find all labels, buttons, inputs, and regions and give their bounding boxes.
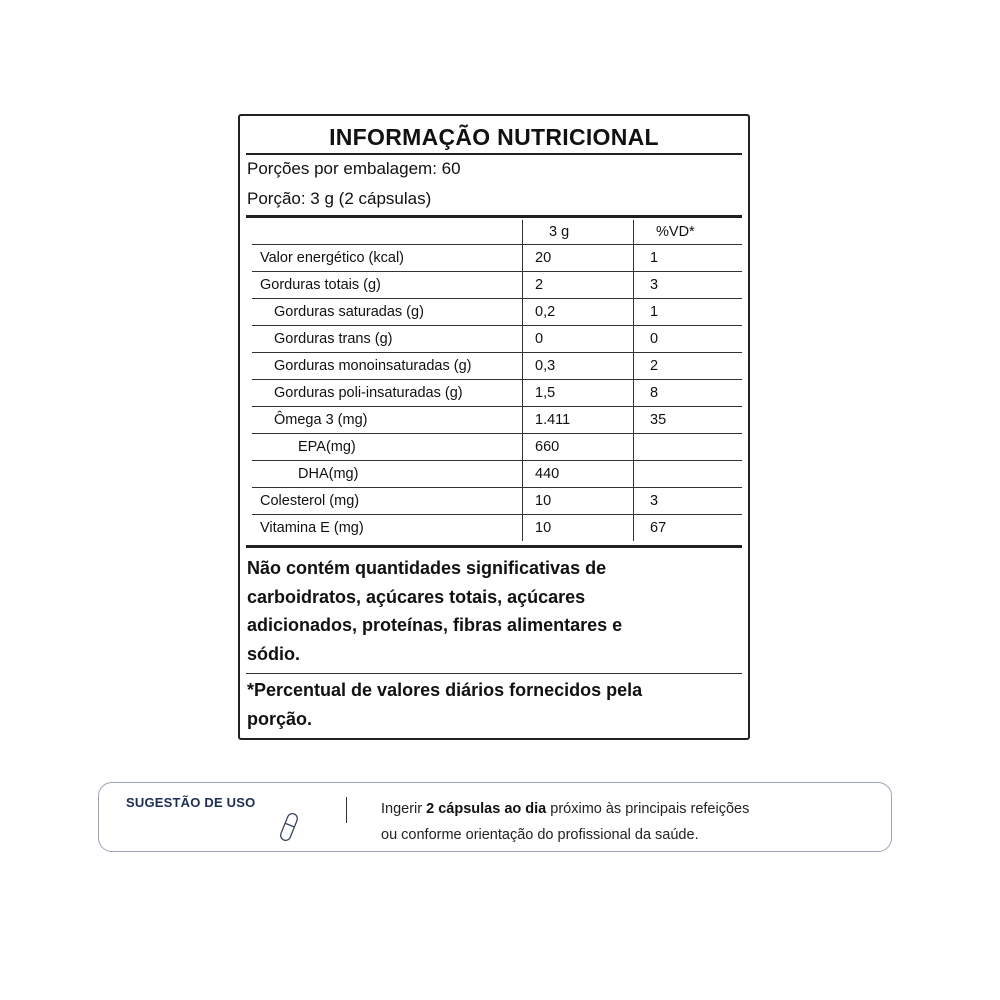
nutrient-name: Colesterol (mg) <box>252 488 523 515</box>
nutrient-name: DHA(mg) <box>252 461 523 488</box>
nutrient-amount: 0 <box>523 326 634 353</box>
nutrient-name: Valor energético (kcal) <box>252 245 523 272</box>
table-row <box>252 461 742 488</box>
label-title: INFORMAÇÃO NUTRICIONAL <box>329 124 659 150</box>
table-row <box>252 299 742 326</box>
note-line: adicionados, proteínas, fibras alimentares e <box>247 615 623 635</box>
col-amount-header: 3 g <box>523 220 634 245</box>
nutrition-label <box>238 114 750 740</box>
table-row <box>252 515 742 542</box>
nutrient-dv: 67 <box>634 515 743 542</box>
nutrient-amount: 10 <box>523 488 634 515</box>
nutrient-dv: 3 <box>634 272 743 299</box>
servings-per-package: Porções por embalagem: 60 <box>247 159 461 178</box>
dv-footnote <box>247 676 737 733</box>
divider <box>246 545 742 548</box>
nutrient-dv <box>634 461 743 488</box>
nutrient-amount: 660 <box>523 434 634 461</box>
usage-suggestion-box <box>98 782 892 852</box>
usage-line: ou conforme orientação do profissional da saúde. <box>381 827 699 843</box>
nutrient-amount: 10 <box>523 515 634 542</box>
capsule-icon <box>276 810 302 844</box>
divider <box>246 673 742 674</box>
divider <box>246 153 742 155</box>
nutrient-name: Vitamina E (mg) <box>260 520 364 536</box>
nutrient-dv: 1 <box>634 245 743 272</box>
nutrient-amount: 1,5 <box>523 380 634 407</box>
table-row <box>252 272 742 299</box>
table-row <box>252 245 742 272</box>
nutrient-dv: 35 <box>634 407 743 434</box>
usage-title: SUGESTÃO DE USO <box>126 795 256 810</box>
nutrient-dv: 0 <box>634 326 743 353</box>
nutrient-dv: 2 <box>634 353 743 380</box>
nutrient-name: Gorduras poli-insaturadas (g) <box>252 380 523 407</box>
table-row <box>252 434 742 461</box>
nutrient-name: Gorduras totais (g) <box>252 272 523 299</box>
usage-line <box>381 796 749 822</box>
nutrient-amount: 440 <box>523 461 634 488</box>
nutrient-name: Gorduras saturadas (g) <box>252 299 523 326</box>
nutrient-amount: 20 <box>523 245 634 272</box>
nutrient-dv <box>634 434 743 461</box>
nutrient-amount: 2 <box>523 272 634 299</box>
nutrient-amount: 0,2 <box>523 299 634 326</box>
nutrient-name: Gorduras monoinsaturadas (g) <box>252 353 523 380</box>
table-row <box>252 353 742 380</box>
usage-dosage: 2 cápsulas ao dia <box>426 801 547 817</box>
nutrient-dv: 8 <box>634 380 743 407</box>
footnote-line: *Percentual de valores diários fornecidos pela <box>247 680 643 700</box>
note-line: Não contém quantidades significativas de <box>247 558 607 578</box>
table-row <box>252 488 742 515</box>
usage-text <box>381 796 749 848</box>
nutrition-table <box>252 220 742 541</box>
usage-text-part: próximo às principais refeições <box>546 801 750 817</box>
table-header-row <box>252 220 742 245</box>
nutrient-name: Gorduras trans (g) <box>252 326 523 353</box>
table-row <box>252 380 742 407</box>
table-row <box>252 326 742 353</box>
not-significant-note <box>247 554 737 668</box>
nutrient-amount: 0,3 <box>523 353 634 380</box>
divider <box>246 215 742 218</box>
note-line: sódio. <box>247 643 300 664</box>
table-row <box>252 407 742 434</box>
nutrient-name: Ômega 3 (mg) <box>252 407 523 434</box>
usage-text-part: Ingerir <box>381 801 427 817</box>
footnote-line: porção. <box>247 708 313 729</box>
nutrient-dv: 1 <box>634 299 743 326</box>
nutrient-amount: 1.411 <box>523 407 634 434</box>
nutrient-name: EPA(mg) <box>252 434 523 461</box>
nutrient-dv: 3 <box>634 488 743 515</box>
col-dv-header: %VD* <box>634 220 743 245</box>
note-line: carboidratos, açúcares totais, açúcares <box>247 586 586 607</box>
vertical-divider <box>346 797 347 823</box>
serving-size: Porção: 3 g (2 cápsulas) <box>247 189 432 208</box>
